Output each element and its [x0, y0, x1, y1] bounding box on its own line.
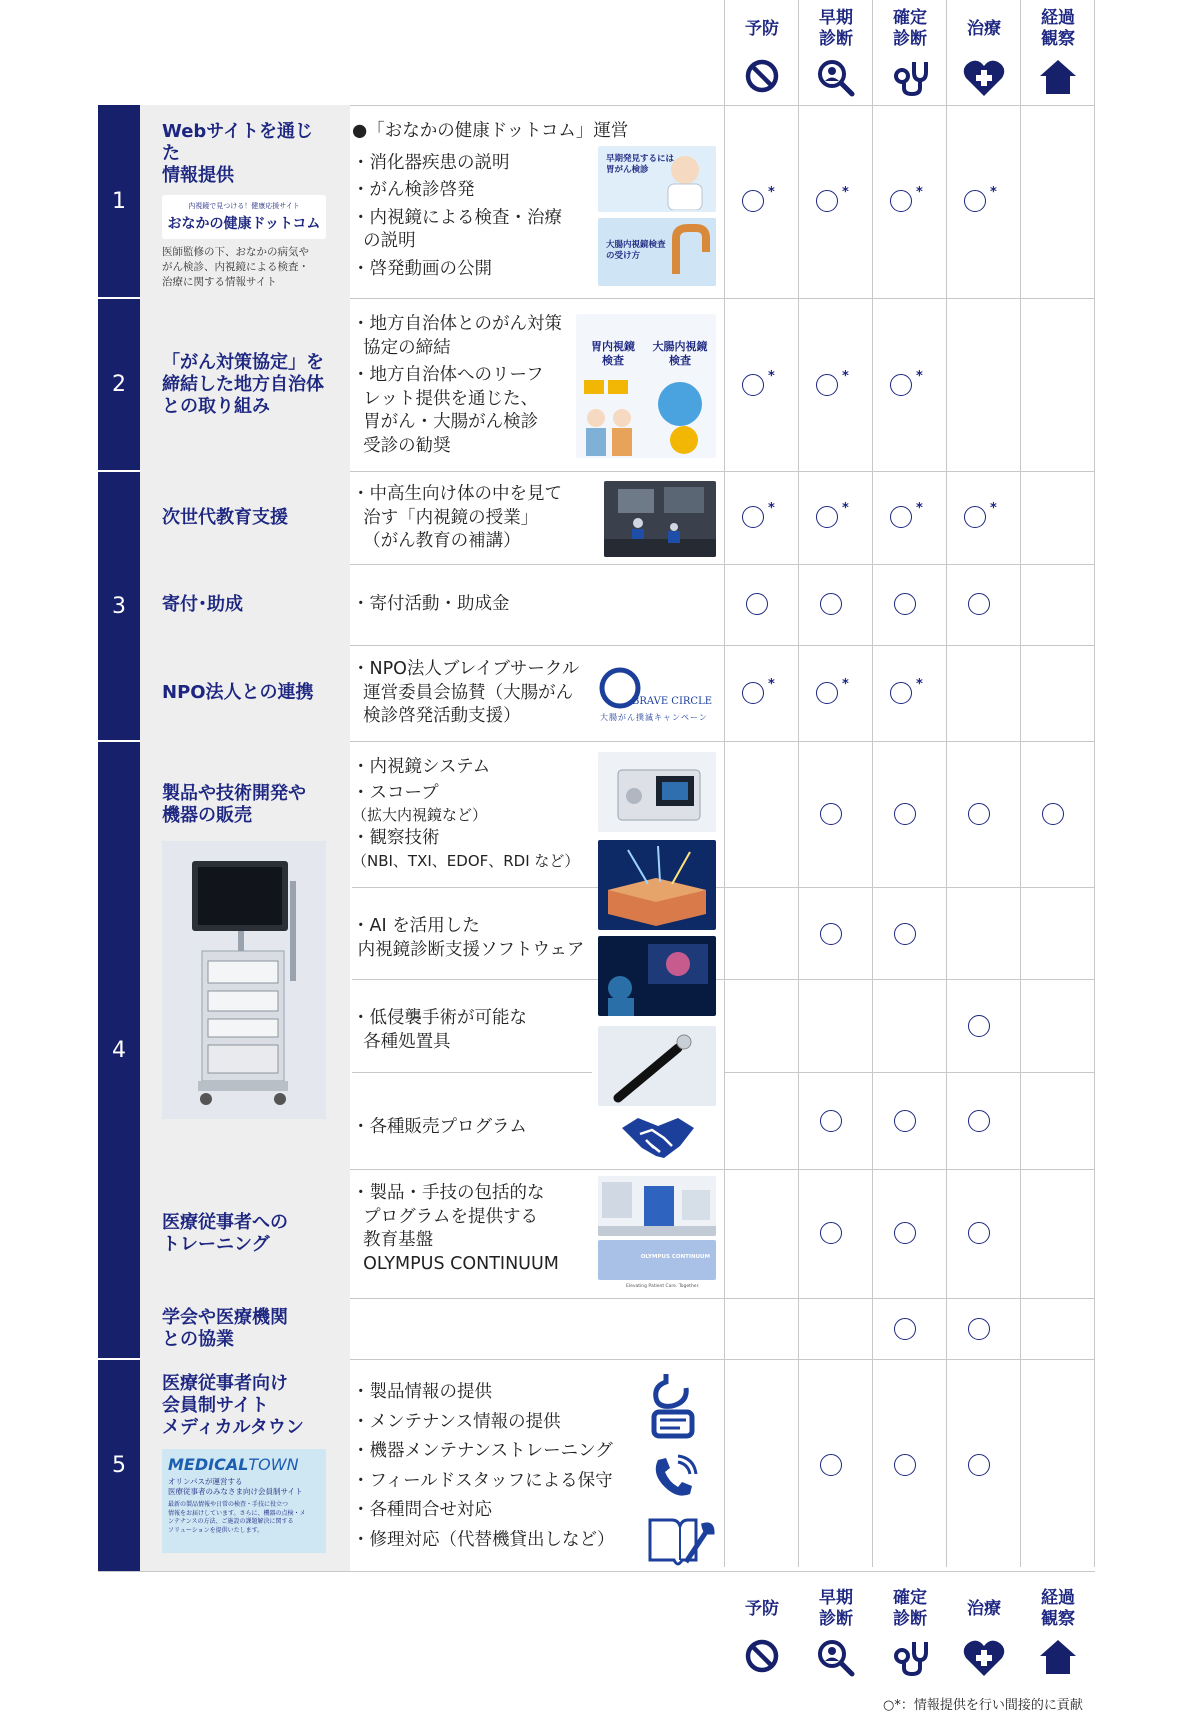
status-mark: [968, 803, 990, 825]
content-line: （拡大内視鏡など）: [352, 806, 488, 824]
category-collaboration: [140, 1298, 350, 1359]
logo-subtitle: オリンパスが運営する 医療従事者のみなさま向け会員制サイト: [168, 1477, 303, 1496]
category-title: 医療従事者への トレーニング: [162, 1211, 288, 1255]
status-mark: [890, 190, 912, 212]
heart-cross-icon: [948, 1634, 1020, 1684]
logo-text: TOWN: [248, 1455, 299, 1474]
row-divider: [724, 887, 1095, 888]
content-line: ・観察技術: [352, 828, 440, 848]
handshake-icon: [620, 1112, 696, 1162]
content-line: ・地方自治体へのリーフ: [352, 365, 544, 385]
logo-text: MEDICAL: [168, 1455, 249, 1474]
content-line: 各種処置具: [352, 1031, 451, 1052]
category-title: NPO法人との連携: [162, 682, 314, 703]
category-title: Webサイトを通じた 情報提供: [162, 121, 314, 186]
status-mark: [968, 1222, 990, 1244]
content-line: ・がん検診啓発: [352, 180, 475, 200]
content-line: ・地方自治体とのがん対策: [352, 314, 562, 334]
content-line: ・寄付活動・助成金: [352, 594, 510, 614]
content-line: 受診の勧奨: [352, 435, 451, 456]
endoscopy-tower-image: [162, 841, 326, 1119]
content-line: 胃がん・大腸がん検診: [352, 412, 539, 432]
indirect-star: *: [842, 677, 849, 692]
municipal-leaflets-image: 胃内視鏡 検査 大腸内視鏡 検査: [576, 314, 716, 458]
content-line: ・修理対応（代替機貸出しなど）: [352, 1529, 615, 1550]
column-label: 早期 診断: [819, 1588, 853, 1629]
heart-cross-icon: [948, 54, 1020, 104]
content-line: OLYMPUS CONTINUUM: [352, 1253, 559, 1274]
column-header: [874, 1580, 946, 1685]
column-header: [726, 1580, 798, 1685]
footnote: ○*：情報提供を行い間接的に貢献: [883, 1698, 1083, 1713]
status-mark: [820, 1454, 842, 1476]
category-title: 製品や技術開発や 機器の販売: [162, 783, 306, 826]
category-title: 医療従事者向け 会員制サイト メディカルタウン: [162, 1373, 304, 1438]
status-mark: [968, 1110, 990, 1132]
content-line: 教育基盤: [352, 1230, 434, 1250]
ai-software-image: [598, 936, 716, 1016]
row-number-5: 5: [98, 1359, 140, 1571]
column-header: [874, 0, 946, 105]
status-mark: [742, 190, 764, 212]
content-line: の説明: [352, 231, 416, 251]
logo-tagline: 内視鏡で見つける！健康応援サイト: [188, 202, 300, 210]
content-line: 内視鏡診断支援ソフトウェア: [352, 939, 585, 960]
indirect-star: *: [916, 501, 923, 516]
category-web: [140, 105, 350, 298]
status-mark: [894, 1454, 916, 1476]
divider: [98, 1358, 140, 1360]
column-label: 経過 観察: [1041, 8, 1075, 49]
content-line: ・メンテナンス情報の提供: [352, 1411, 561, 1432]
indirect-star: *: [768, 677, 775, 692]
category-education: [140, 471, 350, 564]
prohibit-icon: [726, 54, 798, 100]
indirect-star: *: [842, 501, 849, 516]
status-mark: [1042, 803, 1064, 825]
content-products-c: [352, 1007, 527, 1054]
grid-line: [1094, 0, 1095, 1567]
content-products-a: [352, 756, 579, 871]
category-training: [140, 1169, 350, 1298]
row-number-1: 1: [98, 105, 140, 298]
content-web: [352, 120, 628, 281]
row-number-2: 2: [98, 298, 140, 471]
column-label: 経過 観察: [1041, 1588, 1075, 1629]
content-npo: [352, 658, 579, 729]
column-header: [1022, 0, 1094, 105]
category-donation: [140, 564, 350, 645]
indirect-star: *: [990, 185, 997, 200]
content-line: ・低侵襲手術が可能な: [352, 1008, 527, 1028]
content-line: 運営委員会協賛（大腸がん: [352, 682, 574, 703]
category-products: [140, 741, 350, 1169]
status-mark: [816, 374, 838, 396]
row-divider: [724, 1072, 1095, 1073]
category-title: 学会や医療機関 との協業: [162, 1306, 288, 1350]
row-number-4: 4: [98, 741, 140, 1359]
phone-icon: [650, 1454, 698, 1506]
status-mark: [816, 190, 838, 212]
colonoscopy-guide-image: 大腸内視鏡検査 の受け方: [598, 218, 716, 286]
row-number-3: 3: [98, 471, 140, 741]
stomach-screening-image: 早期発見するには 胃がん検診: [598, 146, 716, 212]
content-line: レット提供を通じた、: [352, 388, 538, 409]
indirect-star: *: [916, 185, 923, 200]
house-icon: [1022, 1634, 1094, 1682]
status-mark: [820, 1222, 842, 1244]
indirect-star: *: [768, 369, 775, 384]
column-header: [948, 0, 1020, 105]
indirect-star: *: [990, 501, 997, 516]
content-products-d: [352, 1116, 527, 1140]
brave-circle-logo: BRAVE CIRCLE 大腸がん撲滅キャンペーン: [598, 662, 716, 726]
column-label: 予防: [745, 18, 779, 39]
column-label: 確定 診断: [893, 8, 927, 49]
content-line: 検診啓発活動支援）: [352, 706, 521, 726]
divider: [98, 740, 140, 742]
column-label: 早期 診断: [819, 8, 853, 49]
row-divider: [724, 979, 1095, 980]
divider: [98, 297, 140, 299]
status-mark: [894, 1222, 916, 1244]
magnifier-person-icon: [800, 1634, 872, 1684]
status-mark: [820, 593, 842, 615]
status-mark: [742, 682, 764, 704]
content-line: （NBI、TXI、EDOF、RDI など）: [352, 851, 580, 870]
content-training: [352, 1182, 559, 1276]
grid-line: [798, 0, 799, 1567]
status-mark: [816, 682, 838, 704]
content-line: ●「おなかの健康ドットコム」運営: [352, 121, 629, 141]
content-donation: [352, 593, 510, 617]
divider: [98, 470, 140, 472]
status-mark: [968, 1015, 990, 1037]
status-mark: [820, 923, 842, 945]
status-mark: [742, 374, 764, 396]
training-room-image: [598, 1176, 716, 1236]
category-medical-town: [140, 1359, 350, 1571]
column-label: 治療: [967, 1598, 1001, 1619]
column-header: [800, 1580, 872, 1685]
grid-line: [946, 0, 947, 1567]
grid-line: [724, 0, 725, 1567]
column-header: [800, 0, 872, 105]
content-education: [352, 483, 562, 554]
endoscopy-system-image: [598, 752, 716, 832]
content-line: ・NPO法人ブレイブサークル: [352, 659, 580, 679]
category-title: 次世代教育支援: [162, 506, 288, 528]
manual-wrench-icon: [646, 1512, 716, 1572]
grid-line: [1020, 0, 1021, 1567]
content-line: ・各種問合せ対応: [352, 1500, 492, 1521]
logo-description: 最新の製品情報や日常の検査・手技に役立つ 情報をお届けしています。さらに、機器の点検・メ ンテナンスの方法、ご施設の課題解決に関する ソリューションを提供いたします。: [168, 1501, 306, 1534]
content-municipal: [352, 313, 562, 458]
indirect-star: *: [916, 677, 923, 692]
column-header: [948, 1580, 1020, 1685]
stomach-icon: [648, 1372, 696, 1444]
content-line: 協定の締結: [352, 337, 451, 358]
content-line: ・機器メンテナンストレーニング: [352, 1441, 613, 1462]
status-mark: [890, 374, 912, 396]
content-line: ・啓発動画の公開: [352, 258, 492, 279]
content-line: プログラムを提供する: [352, 1206, 538, 1227]
status-mark: [820, 803, 842, 825]
status-mark: [890, 506, 912, 528]
status-mark: [964, 506, 986, 528]
status-mark: [968, 1318, 990, 1340]
magnifier-person-icon: [800, 54, 872, 104]
status-mark: [894, 1318, 916, 1340]
treatment-device-image: [598, 1026, 716, 1106]
category-subtitle: 医師監修の下、おなかの病気や がん検診、内視鏡による検査・ 治療に関する情報サイト: [162, 246, 309, 288]
content-line: ・内視鏡システム: [352, 757, 491, 777]
status-mark: [968, 593, 990, 615]
status-mark: [968, 1454, 990, 1476]
content-line: 治す「内視鏡の授業」: [352, 507, 539, 528]
status-mark: [894, 593, 916, 615]
category-npo: [140, 645, 350, 741]
content-line: ・中高生向け体の中を見て: [352, 484, 562, 504]
status-mark: [894, 803, 916, 825]
house-icon: [1022, 54, 1094, 102]
indirect-star: *: [916, 369, 923, 384]
content-line: ・各種販売プログラム: [352, 1117, 527, 1137]
indirect-star: *: [768, 185, 775, 200]
medical-town-logo: [162, 1449, 326, 1553]
content-line: （がん教育の補講）: [352, 531, 521, 551]
prohibit-icon: [726, 1634, 798, 1680]
column-header: [726, 0, 798, 105]
column-label: 確定 診断: [893, 1588, 927, 1629]
content-line: ・内視鏡による検査・治療: [352, 207, 562, 228]
stethoscope-icon: [874, 1634, 946, 1684]
column-label: 予防: [745, 1598, 779, 1619]
observation-tech-image: [598, 840, 716, 930]
content-line: ・製品・手技の包括的な: [352, 1183, 545, 1203]
indirect-star: *: [842, 185, 849, 200]
logo-text: おなかの健康ドットコム: [167, 216, 321, 232]
indirect-star: *: [842, 369, 849, 384]
continuum-banner-image: OLYMPUS CONTINUUM: [598, 1240, 716, 1280]
status-mark: [816, 506, 838, 528]
column-header: [1022, 1580, 1094, 1685]
content-line: ・製品情報の提供: [352, 1382, 492, 1402]
stethoscope-icon: [874, 54, 946, 104]
status-mark: [894, 923, 916, 945]
status-mark: [964, 190, 986, 212]
content-products-b: [352, 915, 584, 962]
content-line: ・フィールドスタッフによる保守: [352, 1470, 613, 1491]
row-divider: [352, 1072, 592, 1073]
status-mark: [746, 593, 768, 615]
content-medical-town: [352, 1378, 615, 1556]
indirect-star: *: [768, 501, 775, 516]
grid-line: [872, 0, 873, 1567]
continuum-caption: Elevating Patient Care. Together.: [626, 1284, 700, 1289]
status-mark: [820, 1110, 842, 1132]
category-municipal: [140, 298, 350, 471]
row-divider: [98, 1571, 1095, 1572]
status-mark: [894, 1110, 916, 1132]
classroom-photo: [604, 481, 716, 557]
status-mark: [890, 682, 912, 704]
onaka-logo: [162, 195, 326, 239]
content-line: ・AI を活用した: [352, 916, 480, 936]
column-label: 治療: [967, 18, 1001, 39]
content-line: ・消化器疾患の説明: [352, 152, 510, 173]
content-line: ・スコープ: [352, 782, 439, 803]
category-title: 寄付･助成: [162, 593, 243, 615]
status-mark: [742, 506, 764, 528]
category-title: 「がん対策協定」を 締結した地方自治体 との取り組み: [162, 351, 324, 417]
